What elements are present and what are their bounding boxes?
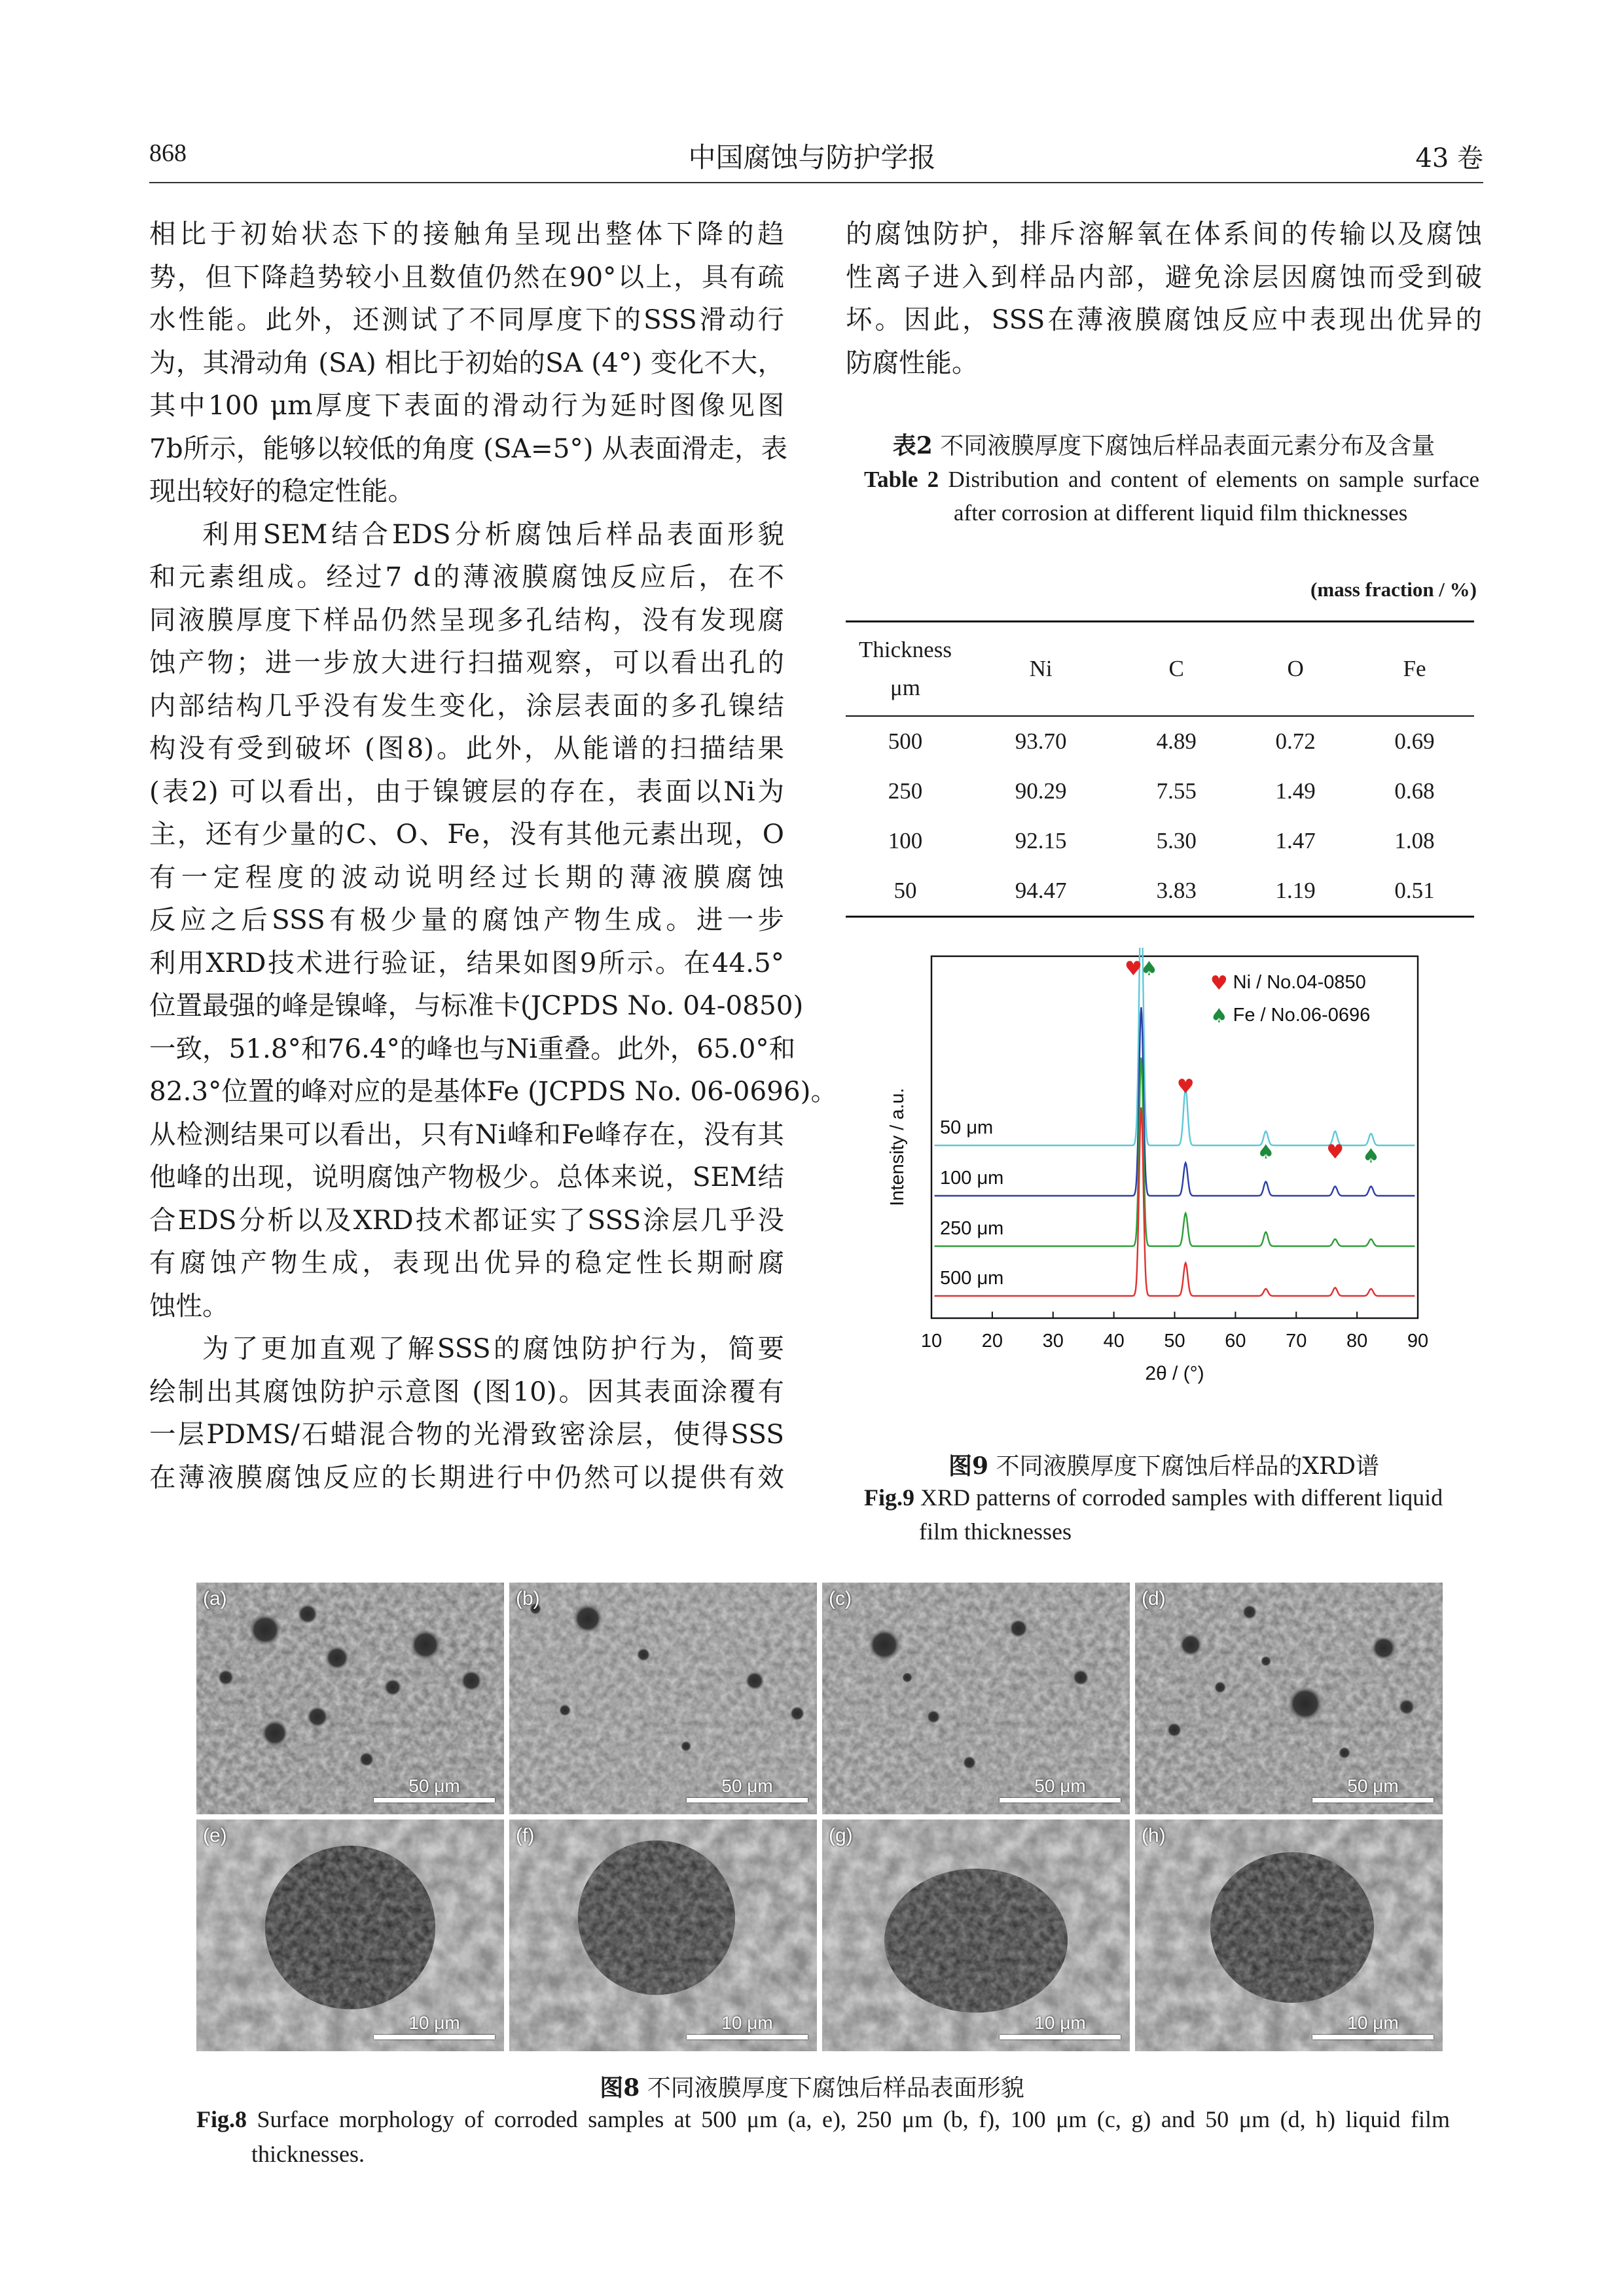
text-line: 的腐蚀防护，排斥溶解氧在体系间的传输以及腐蚀 <box>846 218 1482 249</box>
x-tick-label: 70 <box>1286 1331 1307 1352</box>
text-line: 蚀性。 <box>149 1289 229 1321</box>
x-tick-label: 10 <box>920 1331 943 1352</box>
table-row <box>846 766 1474 816</box>
left-column <box>149 213 837 1499</box>
series-line-500μm <box>935 1107 1415 1296</box>
table-cell: 1.49 <box>1275 778 1316 804</box>
text-line: 水性能。此外，还测试了不同厚度下的SSS滑动行 <box>149 304 784 335</box>
y-axis-label: Intensity / a.u. <box>887 1088 908 1206</box>
paragraph-4 <box>846 213 1482 384</box>
scale-bar: 10 μm <box>687 2013 808 2039</box>
x-tick-label: 60 <box>1225 1331 1246 1352</box>
legend-label: Ni / No.04-0850 <box>1233 972 1366 993</box>
table2-caption-cn <box>846 427 1482 461</box>
fig8-label-en: Fig.8 <box>196 2106 247 2132</box>
paragraph-3 <box>149 1327 784 1499</box>
text-line: 防腐性能。 <box>846 346 979 378</box>
legend-spade-icon: ♠ <box>1210 1005 1228 1028</box>
text-line: 合EDS分析以及XRD技术都证实了SSS涂层几乎没 <box>149 1204 784 1236</box>
text-line: 为了更加直观了解SSS的腐蚀防护行为，简要 <box>202 1333 784 1364</box>
table2-label-cn: 表2 <box>892 432 933 459</box>
series-line-100μm <box>935 1007 1415 1196</box>
text-line: 主，还有少量的C、O、Fe，没有其他元素出现，O <box>149 818 784 850</box>
text-line: 为，其滑动角 (SA) 相比于初始的SA (4°) 变化不大， <box>149 346 784 378</box>
fe-peak-marker-icon: ♠ <box>1140 958 1158 980</box>
series-label: 50 μm <box>940 1117 994 1138</box>
text-line: 其中100 μm厚度下表面的滑动行为延时图像见图 <box>149 389 784 421</box>
text-line: (表2) 可以看出，由于镍镀层的存在，表面以Ni为 <box>149 775 784 807</box>
page-number: 868 <box>149 139 187 167</box>
table2-title-en: Distribution and content of elements on sample surface after corrosion at different liquid film thicknesses <box>948 467 1480 526</box>
fig9-title-en: XRD patterns of corroded samples with different liquid film thicknesses <box>919 1484 1443 1545</box>
text-line: 相比于初始状态下的接触角呈现出整体下降的趋 <box>149 218 784 249</box>
x-tick-label: 40 <box>1103 1331 1125 1352</box>
table2-caption-en <box>864 463 1479 529</box>
table-cell: 94.47 <box>1015 878 1067 903</box>
table-cell: 100 <box>888 828 923 853</box>
journal-title: 中国腐蚀与防护学报 <box>688 141 936 173</box>
table-cell: 0.51 <box>1394 878 1435 903</box>
text-line: 一层PDMS/石蜡混合物的光滑致密涂层，使得SSS <box>149 1418 784 1450</box>
x-axis-label: 2θ / (°) <box>1145 1363 1204 1384</box>
table2-unit: (mass fraction / %) <box>1310 578 1477 601</box>
scale-bar: 50 μm <box>687 1776 808 1803</box>
text-line: 有一定程度的波动说明经过长期的薄液膜腐蚀 <box>149 861 784 893</box>
table-row <box>846 816 1474 866</box>
fe-peak-marker-icon: ♠ <box>1362 1145 1380 1168</box>
table-row <box>846 866 1474 917</box>
text-line: 同液膜厚度下样品仍然呈现多孔结构，没有发现腐 <box>149 603 784 636</box>
table2-header-c: C <box>1117 622 1236 717</box>
volume-number: 43 卷 <box>1415 143 1483 173</box>
scale-bar: 50 μm <box>374 1776 495 1803</box>
sem-panel-h <box>1135 1820 1443 2051</box>
text-line: 位置最强的峰是镍峰，与标准卡(JCPDS No. 04-0850) <box>149 990 804 1021</box>
x-tick-label: 90 <box>1407 1331 1429 1352</box>
x-tick-label: 20 <box>981 1331 1003 1352</box>
table2-header-thickness: Thickness μm <box>846 622 965 717</box>
text-line: 蚀产物；进一步放大进行扫描观察，可以看出孔的 <box>149 647 784 678</box>
fig9-title-cn: 不同液膜厚度下腐蚀后样品的XRD谱 <box>996 1453 1380 1480</box>
text-line: 利用XRD技术进行验证，结果如图9所示。在44.5° <box>149 946 784 978</box>
text-line: 一致，51.8°和76.4°的峰也与Ni重叠。此外，65.0°和 <box>149 1032 796 1064</box>
series-label: 100 μm <box>940 1168 1004 1189</box>
sem-figure <box>196 1583 1443 2051</box>
text-line: 反应之后SSS有极少量的腐蚀产物生成。进一步 <box>149 904 784 935</box>
table-row <box>846 716 1474 766</box>
sem-panel-d <box>1135 1583 1443 1814</box>
sem-panel-e <box>196 1820 504 2051</box>
header-rule <box>149 182 1483 183</box>
sem-panel-label: (f) <box>516 1825 535 1846</box>
fig8-label-cn: 图8 <box>600 2074 640 2102</box>
sem-panel-label: (b) <box>516 1588 540 1609</box>
table-cell: 7.55 <box>1156 778 1197 804</box>
table-cell: 1.47 <box>1275 828 1316 853</box>
right-column-text <box>846 213 1482 384</box>
scale-bar: 50 μm <box>1312 1776 1434 1803</box>
x-tick-label: 80 <box>1346 1331 1368 1352</box>
sem-panel-c <box>822 1583 1130 1814</box>
scale-bar: 10 μm <box>1000 2013 1121 2039</box>
fig9-caption-cn <box>846 1448 1482 1481</box>
table2-title-cn: 不同液膜厚度下腐蚀后样品表面元素分布及含量 <box>940 433 1435 459</box>
fig8-caption-cn <box>0 2070 1624 2103</box>
text-line: 有腐蚀产物生成，表现出优异的稳定性长期耐腐 <box>149 1247 784 1278</box>
fig9-label-cn: 图9 <box>948 1452 988 1480</box>
ni-peak-marker-icon: ♥ <box>1326 1141 1344 1164</box>
table2-header-ni: Ni <box>965 622 1117 717</box>
table-cell: 1.08 <box>1394 828 1435 853</box>
text-line: 势，但下降趋势较小且数值仍然在90°以上，具有疏 <box>149 260 784 293</box>
ni-peak-marker-icon: ♥ <box>1176 1075 1195 1098</box>
sem-panel-label: (h) <box>1142 1825 1166 1846</box>
text-line: 坏。因此，SSS在薄液膜腐蚀反应中表现出优异的 <box>846 304 1482 335</box>
text-line: 在薄液膜腐蚀反应的长期进行中仍然可以提供有效 <box>149 1461 784 1493</box>
table-cell: 3.83 <box>1156 878 1197 903</box>
table2-header-fe: Fe <box>1355 622 1474 717</box>
paragraph-1 <box>149 213 787 513</box>
table-cell: 250 <box>888 778 923 804</box>
legend-heart-icon: ♥ <box>1210 972 1228 995</box>
table2 <box>846 620 1474 918</box>
table2-header-row <box>846 622 1474 717</box>
sem-panel-label: (c) <box>829 1588 852 1609</box>
text-line: 和元素组成。经过7 d的薄液膜腐蚀反应后，在不 <box>149 561 784 592</box>
sem-panel-label: (d) <box>1142 1588 1166 1609</box>
scale-bar: 10 μm <box>374 2013 495 2039</box>
table-cell: 0.68 <box>1394 778 1435 804</box>
ni-peak-marker-icon: ♥ <box>1124 958 1142 980</box>
table-cell: 4.89 <box>1156 728 1197 754</box>
text-line: 内部结构几乎没有发生变化，涂层表面的多孔镍结 <box>149 689 784 721</box>
sem-panel-label: (a) <box>203 1588 227 1609</box>
fig9-caption-en <box>864 1480 1479 1549</box>
x-tick-label: 50 <box>1164 1331 1185 1352</box>
table-cell: 90.29 <box>1015 778 1067 804</box>
text-line: 性离子进入到样品内部，避免涂层因腐蚀而受到破 <box>846 260 1482 293</box>
sem-panel-a <box>196 1583 504 1814</box>
fe-peak-marker-icon: ♠ <box>1257 1141 1275 1164</box>
paragraph-2 <box>149 513 837 1328</box>
table-cell: 0.72 <box>1275 728 1316 754</box>
table-cell: 50 <box>893 878 917 903</box>
sem-panel-label: (g) <box>829 1825 853 1846</box>
text-line: 绘制出其腐蚀防护示意图 (图10)。因其表面涂覆有 <box>149 1375 784 1407</box>
table-cell: 92.15 <box>1015 828 1067 853</box>
legend-label: Fe / No.06-0696 <box>1233 1005 1371 1026</box>
fig9-label-en: Fig.9 <box>864 1484 914 1511</box>
series-label: 500 μm <box>940 1268 1004 1289</box>
text-line: 7b所示，能够以较低的角度 (SA=5°) 从表面滑走，表 <box>149 432 787 464</box>
table-cell: 1.19 <box>1275 878 1316 903</box>
text-line: 构没有受到破坏 (图8)。此外，从能谱的扫描结果 <box>149 732 784 764</box>
fig8-title-cn: 不同液膜厚度下腐蚀后样品表面形貌 <box>647 2075 1024 2102</box>
sem-panel-label: (e) <box>203 1825 227 1846</box>
sem-panel-b <box>509 1583 817 1814</box>
sem-panel-f <box>509 1820 817 2051</box>
fig8-caption-en <box>196 2102 1450 2172</box>
text-line: 82.3°位置的峰对应的是基体Fe (JCPDS No. 06-0696)。 <box>149 1075 837 1107</box>
text-line: 利用SEM结合EDS分析腐蚀后样品表面形貌 <box>202 518 784 550</box>
xrd-chart <box>877 948 1460 1432</box>
table-cell: 93.70 <box>1015 728 1067 754</box>
text-line: 他峰的出现，说明腐蚀产物极少。总体来说，SEM结 <box>149 1161 784 1193</box>
x-tick-label: 30 <box>1042 1331 1064 1352</box>
text-line: 从检测结果可以看出，只有Ni峰和Fe峰存在，没有其 <box>149 1118 784 1150</box>
fig8-title-en: Surface morphology of corroded samples at 500 μm (a, e), 250 μm (b, f), 100 μm (c, g) and 50 μm (d, h) liquid film thicknesses. <box>251 2106 1451 2167</box>
table2-header-o: O <box>1236 622 1355 717</box>
table2-label-en: Table 2 <box>864 467 939 492</box>
sem-panel-g <box>822 1820 1130 2051</box>
table-cell: 0.69 <box>1394 728 1435 754</box>
text-line: 现出较好的稳定性能。 <box>149 475 414 507</box>
scale-bar: 50 μm <box>1000 1776 1121 1803</box>
series-label: 250 μm <box>940 1218 1004 1239</box>
table-cell: 5.30 <box>1156 828 1197 853</box>
table-cell: 500 <box>888 728 923 754</box>
scale-bar: 10 μm <box>1312 2013 1434 2039</box>
